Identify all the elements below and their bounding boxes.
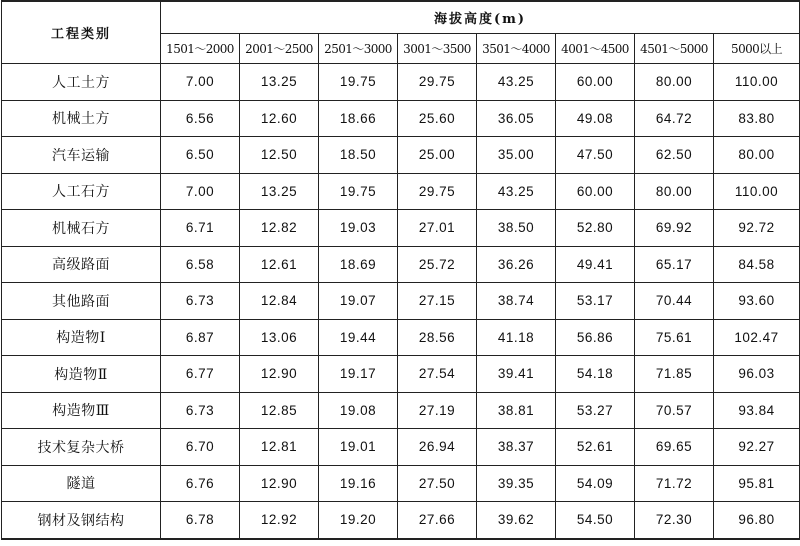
table-cell: 27.54 (398, 356, 477, 393)
table-cell: 38.37 (477, 429, 556, 466)
table-cell: 25.60 (398, 100, 477, 137)
row-category: 机械石方 (2, 210, 161, 247)
table-cell: 13.25 (240, 64, 319, 101)
row-category: 高级路面 (2, 246, 161, 283)
range-header: 4001～4500 (556, 34, 635, 64)
table-cell: 26.94 (398, 429, 477, 466)
table-cell: 35.00 (477, 137, 556, 174)
table-cell: 12.61 (240, 246, 319, 283)
table-cell: 6.70 (161, 429, 240, 466)
table-cell: 19.20 (319, 502, 398, 539)
table-cell: 6.87 (161, 319, 240, 356)
table-cell: 19.01 (319, 429, 398, 466)
table-cell: 29.75 (398, 64, 477, 101)
table-cell: 65.17 (635, 246, 714, 283)
header-row-altitude (2, 1, 800, 34)
table-cell: 39.35 (477, 465, 556, 502)
range-header: 3001～3500 (398, 34, 477, 64)
table-cell: 95.81 (714, 465, 800, 502)
range-header: 4501～5000 (635, 34, 714, 64)
table-cell: 84.58 (714, 246, 800, 283)
table-cell: 92.27 (714, 429, 800, 466)
table-cell: 6.71 (161, 210, 240, 247)
table-cell: 71.85 (635, 356, 714, 393)
table-cell: 54.18 (556, 356, 635, 393)
table-cell: 12.84 (240, 283, 319, 320)
table-cell: 12.81 (240, 429, 319, 466)
table-cell: 70.57 (635, 392, 714, 429)
table-cell: 70.44 (635, 283, 714, 320)
table-cell: 6.73 (161, 283, 240, 320)
table-cell: 62.50 (635, 137, 714, 174)
table-cell: 18.69 (319, 246, 398, 283)
table-row (2, 137, 800, 174)
range-header: 5000以上 (714, 34, 800, 64)
table-cell: 52.80 (556, 210, 635, 247)
table-cell: 60.00 (556, 64, 635, 101)
table-cell: 93.60 (714, 283, 800, 320)
table-cell: 12.82 (240, 210, 319, 247)
table-cell: 29.75 (398, 173, 477, 210)
table-cell: 18.66 (319, 100, 398, 137)
table-row (2, 392, 800, 429)
row-category: 人工石方 (2, 173, 161, 210)
table-cell: 75.61 (635, 319, 714, 356)
table-cell: 49.08 (556, 100, 635, 137)
table-cell: 41.18 (477, 319, 556, 356)
range-header: 2001～2500 (240, 34, 319, 64)
table-cell: 80.00 (635, 64, 714, 101)
table-cell: 19.75 (319, 64, 398, 101)
table-cell: 39.62 (477, 502, 556, 539)
table-cell: 6.76 (161, 465, 240, 502)
table-cell: 27.50 (398, 465, 477, 502)
row-category: 隧道 (2, 465, 161, 502)
altitude-header: 海拔高度(m) (161, 1, 800, 34)
table-cell: 52.61 (556, 429, 635, 466)
table-cell: 54.09 (556, 465, 635, 502)
table-cell: 93.84 (714, 392, 800, 429)
row-category: 汽车运输 (2, 137, 161, 174)
table-row (2, 246, 800, 283)
table-cell: 36.26 (477, 246, 556, 283)
table-row (2, 429, 800, 466)
table-cell: 19.17 (319, 356, 398, 393)
table-cell: 80.00 (635, 173, 714, 210)
table-row (2, 356, 800, 393)
table-cell: 72.30 (635, 502, 714, 539)
table-cell: 54.50 (556, 502, 635, 539)
table-cell: 60.00 (556, 173, 635, 210)
table-cell: 69.65 (635, 429, 714, 466)
table-cell: 12.50 (240, 137, 319, 174)
table-cell: 38.81 (477, 392, 556, 429)
row-category: 构造物Ⅰ (2, 319, 161, 356)
table-cell: 12.90 (240, 465, 319, 502)
table-cell: 25.72 (398, 246, 477, 283)
table-cell: 38.74 (477, 283, 556, 320)
table-row (2, 173, 800, 210)
altitude-coefficient-table (1, 0, 800, 540)
table-cell: 27.66 (398, 502, 477, 539)
table-cell: 53.17 (556, 283, 635, 320)
table-cell: 49.41 (556, 246, 635, 283)
table-cell: 69.92 (635, 210, 714, 247)
table-cell: 19.07 (319, 283, 398, 320)
row-category: 构造物Ⅲ (2, 392, 161, 429)
table-cell: 6.78 (161, 502, 240, 539)
table-cell: 7.00 (161, 64, 240, 101)
table-cell: 102.47 (714, 319, 800, 356)
table-row (2, 283, 800, 320)
table-cell: 47.50 (556, 137, 635, 174)
table-cell: 19.08 (319, 392, 398, 429)
table-row (2, 465, 800, 502)
row-category: 其他路面 (2, 283, 161, 320)
row-category: 人工土方 (2, 64, 161, 101)
table-cell: 19.16 (319, 465, 398, 502)
row-category: 机械土方 (2, 100, 161, 137)
table-row (2, 64, 800, 101)
table-cell: 64.72 (635, 100, 714, 137)
table-cell: 80.00 (714, 137, 800, 174)
table-row (2, 319, 800, 356)
table-cell: 39.41 (477, 356, 556, 393)
table-cell: 110.00 (714, 173, 800, 210)
table-cell: 18.50 (319, 137, 398, 174)
table-cell: 92.72 (714, 210, 800, 247)
range-header: 1501～2000 (161, 34, 240, 64)
table-cell: 25.00 (398, 137, 477, 174)
table-cell: 36.05 (477, 100, 556, 137)
row-category: 技术复杂大桥 (2, 429, 161, 466)
table-cell: 110.00 (714, 64, 800, 101)
table-cell: 12.92 (240, 502, 319, 539)
table-cell: 12.90 (240, 356, 319, 393)
table-row (2, 100, 800, 137)
table-cell: 7.00 (161, 173, 240, 210)
table-cell: 6.73 (161, 392, 240, 429)
table-cell: 83.80 (714, 100, 800, 137)
table-cell: 12.85 (240, 392, 319, 429)
table-cell: 6.58 (161, 246, 240, 283)
table-cell: 96.03 (714, 356, 800, 393)
table-cell: 6.50 (161, 137, 240, 174)
table-cell: 56.86 (556, 319, 635, 356)
table-cell: 38.50 (477, 210, 556, 247)
table-cell: 13.06 (240, 319, 319, 356)
table-cell: 12.60 (240, 100, 319, 137)
table-cell: 27.01 (398, 210, 477, 247)
row-category: 钢材及钢结构 (2, 502, 161, 539)
table-cell: 53.27 (556, 392, 635, 429)
table-cell: 27.19 (398, 392, 477, 429)
table-cell: 19.44 (319, 319, 398, 356)
table-cell: 19.75 (319, 173, 398, 210)
category-header: 工程类别 (2, 1, 161, 64)
table-cell: 43.25 (477, 64, 556, 101)
range-header: 2501～3000 (319, 34, 398, 64)
table-cell: 19.03 (319, 210, 398, 247)
table-cell: 27.15 (398, 283, 477, 320)
table-body (2, 64, 800, 539)
table-cell: 28.56 (398, 319, 477, 356)
table-cell: 96.80 (714, 502, 800, 539)
table-row (2, 210, 800, 247)
table-cell: 6.77 (161, 356, 240, 393)
table-cell: 43.25 (477, 173, 556, 210)
range-header: 3501～4000 (477, 34, 556, 64)
table-cell: 6.56 (161, 100, 240, 137)
table-row (2, 502, 800, 539)
table-cell: 71.72 (635, 465, 714, 502)
table-cell: 13.25 (240, 173, 319, 210)
row-category: 构造物Ⅱ (2, 356, 161, 393)
